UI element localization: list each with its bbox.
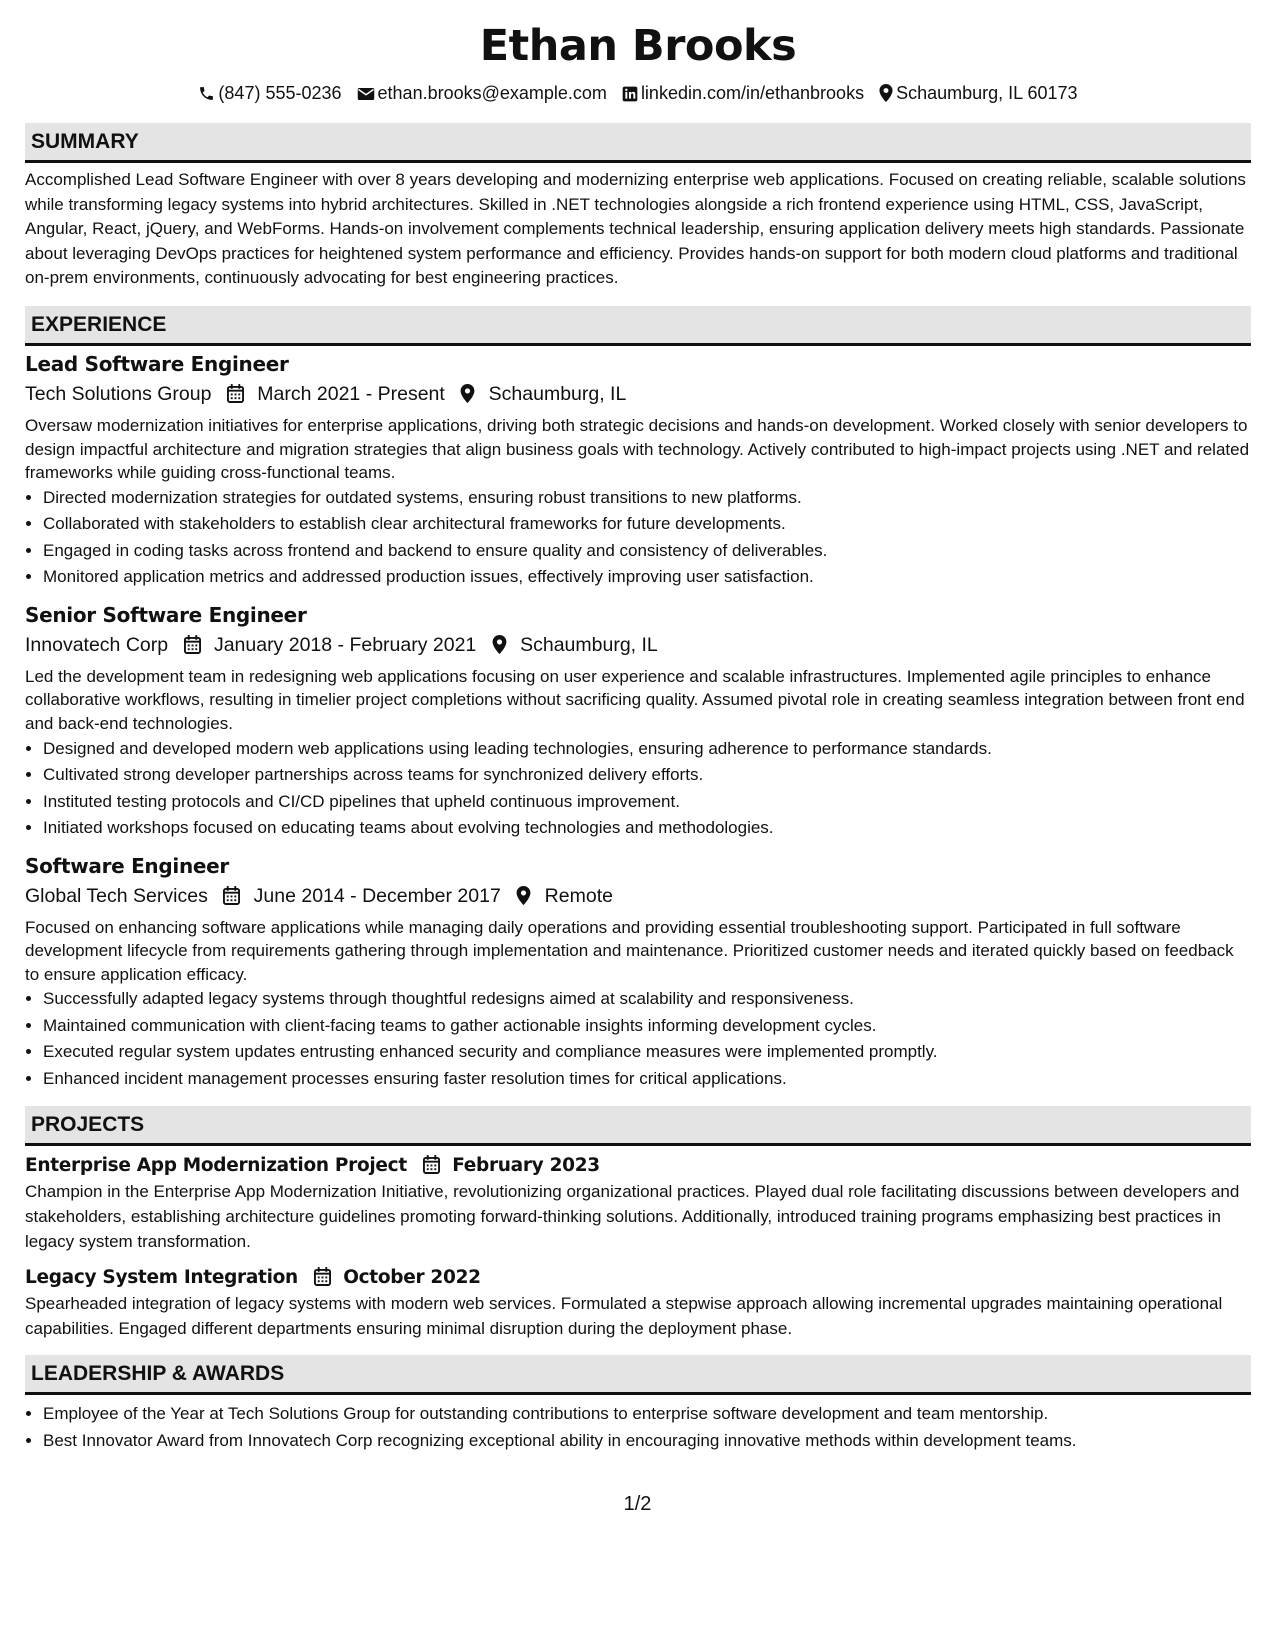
list-item: • Successfully adapted legacy systems through thoughtful redesigns aimed at scalability and responsiveness. bbox=[43, 986, 1251, 1013]
location-text: Schaumburg, IL 60173 bbox=[896, 83, 1078, 103]
job-bullets bbox=[25, 736, 1251, 842]
project-title: Enterprise App Modernization Project bbox=[25, 1155, 407, 1177]
summary-text: Accomplished Lead Software Engineer with over 8 years developing and modernizing enterprise web applications. Focused on creating reliable, scalable solutions while transforming legacy systems into hybrid architectures. Skilled in .NET technologies alongside a rich frontend experience using HTML, CSS, JavaScript, Angular, React, jQuery, and WebForms. Hands-on involvement complements technical leadership, ensuring application delivery meets high standards. Passionate about leveraging DevOps practices for heightened system performance and efficiency. Provides hands-on support for both modern cloud platforms and traditional on-prem environments, continuously advocating for best engineering practices. bbox=[25, 170, 1246, 288]
project-title: Legacy System Integration bbox=[25, 1267, 298, 1289]
phone-text: (847) 555-0236 bbox=[218, 83, 342, 103]
list-item: • Initiated workshops focused on educating teams about evolving technologies and methodologies. bbox=[43, 815, 1251, 842]
calendar-icon bbox=[314, 1267, 331, 1286]
contact-bar bbox=[25, 80, 1251, 106]
experience-heading: EXPERIENCE bbox=[25, 306, 1251, 346]
job-location: Schaumburg, IL bbox=[520, 633, 658, 656]
calendar-icon bbox=[184, 635, 201, 654]
resume-page bbox=[25, 18, 1251, 1454]
job-meta bbox=[25, 380, 1251, 408]
job-meta bbox=[25, 631, 1251, 659]
list-item: • Monitored application metrics and addressed production issues, effectively improving user satisfaction. bbox=[43, 564, 1251, 591]
company-name: Tech Solutions Group bbox=[25, 382, 212, 405]
awards-list bbox=[25, 1401, 1251, 1454]
job-dates: January 2018 - February 2021 bbox=[213, 633, 477, 656]
linkedin-text: linkedin.com/in/ethanbrooks bbox=[640, 83, 865, 103]
list-item: • Engaged in coding tasks across frontend and backend to ensure quality and consistency of deliverables. bbox=[43, 538, 1251, 565]
job-entry bbox=[25, 350, 1251, 591]
list-item: • Best Innovator Award from Innovatech Corp recognizing exceptional ability in encouraging innovative methods within development teams. bbox=[43, 1428, 1251, 1455]
email-text: ethan.brooks@example.com bbox=[377, 83, 607, 103]
contact-phone[interactable] bbox=[198, 80, 341, 106]
list-item: • Executed regular system updates entrusting enhanced security and compliance measures were implemented promptly. bbox=[43, 1039, 1251, 1066]
job-description: Focused on enhancing software applications while managing daily operations and providing essential troubleshooting support. Participated in full software development lifecycle from requirements gathering through implementation and maintenance. Prioritized customer needs and iterated quickly based on feedback to ensure application efficacy. bbox=[25, 917, 1234, 984]
list-item: • Enhanced incident management processes ensuring faster resolution times for critical applications. bbox=[43, 1066, 1251, 1093]
contact-email[interactable] bbox=[357, 80, 607, 106]
project-title-line bbox=[25, 1152, 1251, 1180]
list-item: • Employee of the Year at Tech Solutions Group for outstanding contributions to enterprise software development and team mentorship. bbox=[43, 1401, 1251, 1428]
project-date: October 2022 bbox=[343, 1267, 481, 1289]
job-entry bbox=[25, 601, 1251, 842]
project-entry bbox=[25, 1264, 1251, 1341]
projects-heading: PROJECTS bbox=[25, 1106, 1251, 1146]
map-pin-icon bbox=[516, 886, 531, 905]
company-name: Global Tech Services bbox=[25, 884, 208, 907]
list-item: • Maintained communication with client-facing teams to gather actionable insights informing development cycles. bbox=[43, 1013, 1251, 1040]
list-item: • Collaborated with stakeholders to establish clear architectural frameworks for future developments. bbox=[43, 511, 1251, 538]
map-pin-icon bbox=[460, 384, 475, 403]
job-dates: June 2014 - December 2017 bbox=[253, 884, 501, 907]
phone-icon bbox=[198, 85, 215, 102]
project-date: February 2023 bbox=[452, 1155, 600, 1177]
job-title: Software Engineer bbox=[25, 853, 229, 878]
linkedin-icon bbox=[622, 86, 638, 102]
job-bullets bbox=[25, 986, 1251, 1092]
map-pin-icon bbox=[879, 84, 893, 102]
calendar-icon bbox=[223, 886, 240, 905]
list-item: • Cultivated strong developer partnerships across teams for synchronized delivery efforts. bbox=[43, 762, 1251, 789]
job-location: Schaumburg, IL bbox=[488, 382, 627, 405]
map-pin-icon bbox=[492, 635, 507, 654]
job-dates: March 2021 - Present bbox=[257, 382, 445, 405]
envelope-icon bbox=[357, 86, 375, 102]
job-title: Senior Software Engineer bbox=[25, 602, 307, 627]
job-location: Remote bbox=[544, 884, 613, 907]
candidate-name: Ethan Brooks bbox=[479, 21, 797, 71]
summary-heading: SUMMARY bbox=[25, 123, 1251, 163]
project-description: Spearheaded integration of legacy systems with modern web services. Formulated a stepwise approach allowing incremental upgrades maintaining operational capabilities. Engaged different departments ensuring minimal disruption during the deployment phase. bbox=[25, 1294, 1223, 1338]
calendar-icon bbox=[423, 1155, 440, 1174]
job-title: Lead Software Engineer bbox=[25, 351, 289, 376]
page-number: 1/2 bbox=[623, 1493, 652, 1515]
job-description: Led the development team in redesigning web applications focusing on user experience and scalable infrastructures. Implemented agile principles to enhance collaborative workflows, resulting in timelier project completions without sacrificing quality. Assumed pivotal role in creating seamless integration between front end and back-end technologies. bbox=[25, 666, 1245, 733]
list-item: • Instituted testing protocols and CI/CD pipelines that upheld continuous improvement. bbox=[43, 789, 1251, 816]
calendar-icon bbox=[227, 384, 244, 403]
contact-location bbox=[879, 80, 1077, 106]
job-meta bbox=[25, 882, 1251, 910]
company-name: Innovatech Corp bbox=[25, 633, 169, 656]
project-title-line bbox=[25, 1264, 1251, 1292]
job-description: Oversaw modernization initiatives for enterprise applications, driving both strategic decisions and hands-on development. Worked closely with senior developers to design impactful architecture and migration strategies that align business goals with technology. Actively contributed to high-impact projects using .NET and related frameworks while guiding cross-functional teams. bbox=[25, 415, 1250, 483]
project-entry bbox=[25, 1152, 1251, 1254]
awards-heading: LEADERSHIP & AWARDS bbox=[25, 1355, 1251, 1395]
list-item: • Designed and developed modern web applications using leading technologies, ensuring adherence to performance standards. bbox=[43, 736, 1251, 763]
contact-linkedin[interactable] bbox=[622, 80, 864, 106]
job-bullets bbox=[25, 485, 1251, 591]
project-description: Champion in the Enterprise App Modernization Initiative, revolutionizing organizational practices. Played dual role facilitating discussions between developers and stakeholders, establishing architecture guidelines promoting forward-thinking solutions. Additionally, introduced training programs emphasizing best practices in legacy system transformation. bbox=[25, 1182, 1240, 1251]
job-entry bbox=[25, 852, 1251, 1093]
list-item: • Directed modernization strategies for outdated systems, ensuring robust transitions to new platforms. bbox=[43, 485, 1251, 512]
